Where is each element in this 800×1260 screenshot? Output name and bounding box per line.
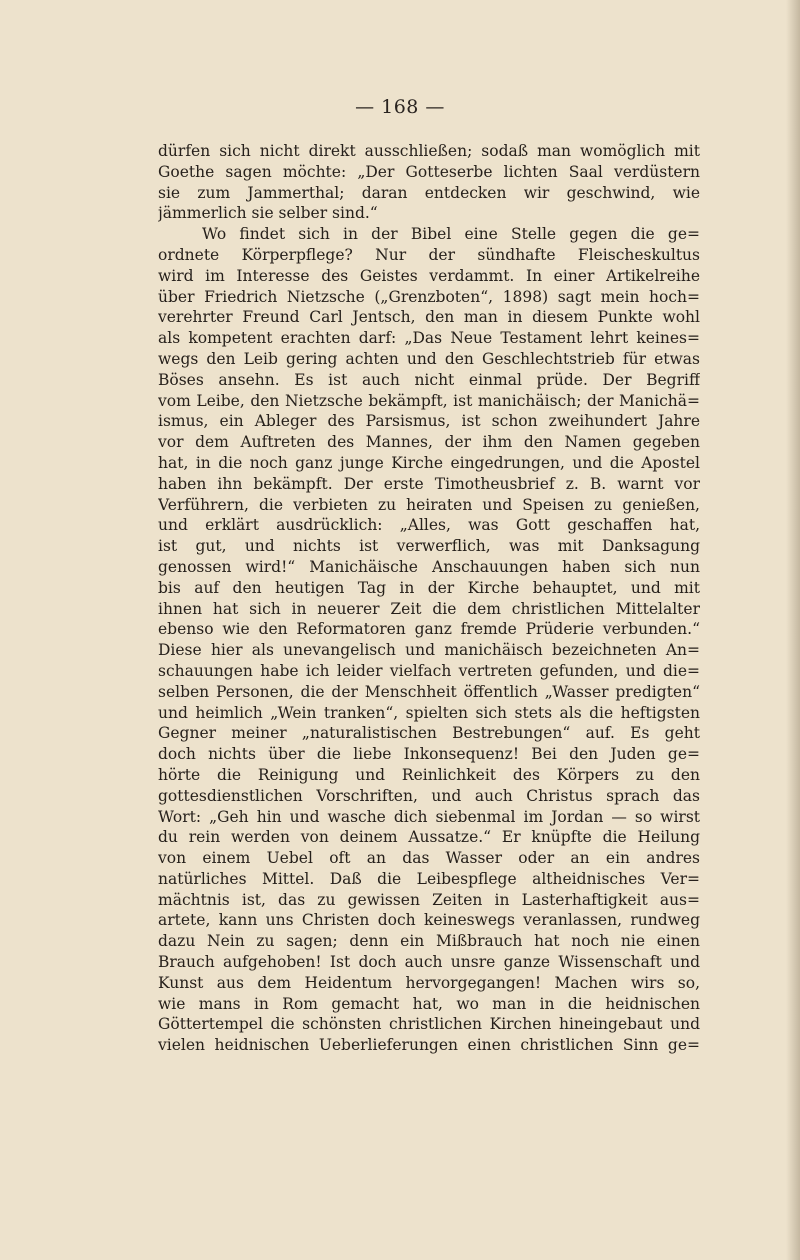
text-line: hörte die Reinigung und Reinlichkeit des Körpers zu den [158,765,700,784]
text-line: ordnete Körperpflege? Nur der sündhafte Fleischeskultus [158,245,700,264]
text-line: Böses ansehn. Es ist auch nicht einmal prüde. Der Begriff [158,370,700,389]
text-line: hat, in die noch ganz junge Kirche eingedrungen, und die Apostel [158,453,700,472]
text-line: ismus, ein Ableger des Parsismus, ist schon zweihundert Jahre [158,412,700,431]
text-line: vielen heidnischen Ueberlieferungen einen christlichen Sinn ge= [158,1036,700,1055]
text-line: gottesdienstlichen Vorschriften, und auch Christus sprach das [158,786,700,805]
text-line: über Friedrich Nietzsche („Grenzboten“, 1898) sagt mein hoch= [158,287,700,306]
text-line: Kunst aus dem Heidentum hervorgegangen! Machen wirs so, [158,973,700,992]
text-line: natürliches Mittel. Daß die Leibespflege altheidnisches Ver= [158,869,700,888]
body-text [158,141,700,1056]
text-line: ist gut, und nichts ist verwerflich, was mit Danksagung [158,537,700,556]
text-line: wegs den Leib gering achten und den Geschlechtstrieb für etwas [158,349,700,368]
text-line: Gegner meiner „naturalistischen Bestrebungen“ auf. Es geht [158,724,700,743]
text-line: Brauch aufgehoben! Ist doch auch unsre ganze Wissenschaft und [158,953,700,972]
text-line: mächtnis ist, das zu gewissen Zeiten in Lasterhaftigkeit aus= [158,890,700,909]
text-line: vor dem Auftreten des Mannes, der ihm den Namen gegeben [158,433,700,452]
text-line: doch nichts über die liebe Inkonsequenz! Bei den Juden ge= [158,745,700,764]
text-line: Verführern, die verbieten zu heiraten und Speisen zu genießen, [158,495,700,514]
text-line: wie mans in Rom gemacht hat, wo man in die heidnischen [158,994,700,1013]
text-line: Goethe sagen möchte: „Der Gotteserbe lichten Saal verdüstern [158,162,700,181]
text-line: verehrter Freund Carl Jentsch, den man in diesem Punkte wohl [158,308,700,327]
text-line: dürfen sich nicht direkt ausschließen; sodaß man womöglich mit [158,142,700,160]
page-number: — 168 — [355,96,445,118]
page-edge-shadow [786,0,800,1260]
text-line: von einem Uebel oft an das Wasser oder an ein andres [158,849,700,868]
text-line: selben Personen, die der Menschheit öffentlich „Wasser predigten“ [158,682,700,701]
text-line: du rein werden von deinem Aussatze.“ Er knüpfte die Heilung [158,828,700,847]
text-line: und heimlich „Wein tranken“, spielten sich stets als die heftigsten [158,703,700,722]
text-line: ihnen hat sich in neuerer Zeit die dem christlichen Mittelalter [158,599,700,618]
text-line: genossen wird!“ Manichäische Anschauungen haben sich nun [158,557,700,576]
text-line: Diese hier als unevangelisch und manichäisch bezeichneten An= [158,641,700,660]
text-line: Göttertempel die schönsten christlichen Kirchen hineingebaut und [158,1015,700,1034]
text-line: schauungen habe ich leider vielfach vertreten gefunden, und die= [158,661,700,680]
text-line: artete, kann uns Christen doch keineswegs veranlassen, rundweg [158,911,700,930]
text-line: Wo findet sich in der Bibel eine Stelle gegen die ge= [202,225,700,244]
text-line: jämmerlich sie selber sind.“ [158,204,378,223]
text-line: haben ihn bekämpft. Der erste Timotheusbrief z. B. warnt vor [158,474,700,493]
text-line: als kompetent erachten darf: „Das Neue Testament lehrt keines= [158,329,700,348]
text-line: Wort: „Geh hin und wasche dich siebenmal im Jordan — so wirst [158,807,700,826]
text-line: ebenso wie den Reformatoren ganz fremde Prüderie verbunden.“ [158,620,700,639]
text-line: sie zum Jammerthal; daran entdecken wir geschwind, wie [158,183,700,202]
text-line: dazu Nein zu sagen; denn ein Mißbrauch hat noch nie einen [158,932,700,951]
text-line: vom Leibe, den Nietzsche bekämpft, ist manichäisch; der Manichä= [158,391,700,410]
text-line: und erklärt ausdrücklich: „Alles, was Gott geschaffen hat, [158,516,700,535]
text-line: wird im Interesse des Geistes verdammt. In einer Artikelreihe [158,266,700,285]
text-line: bis auf den heutigen Tag in der Kirche behauptet, und mit [158,578,700,597]
